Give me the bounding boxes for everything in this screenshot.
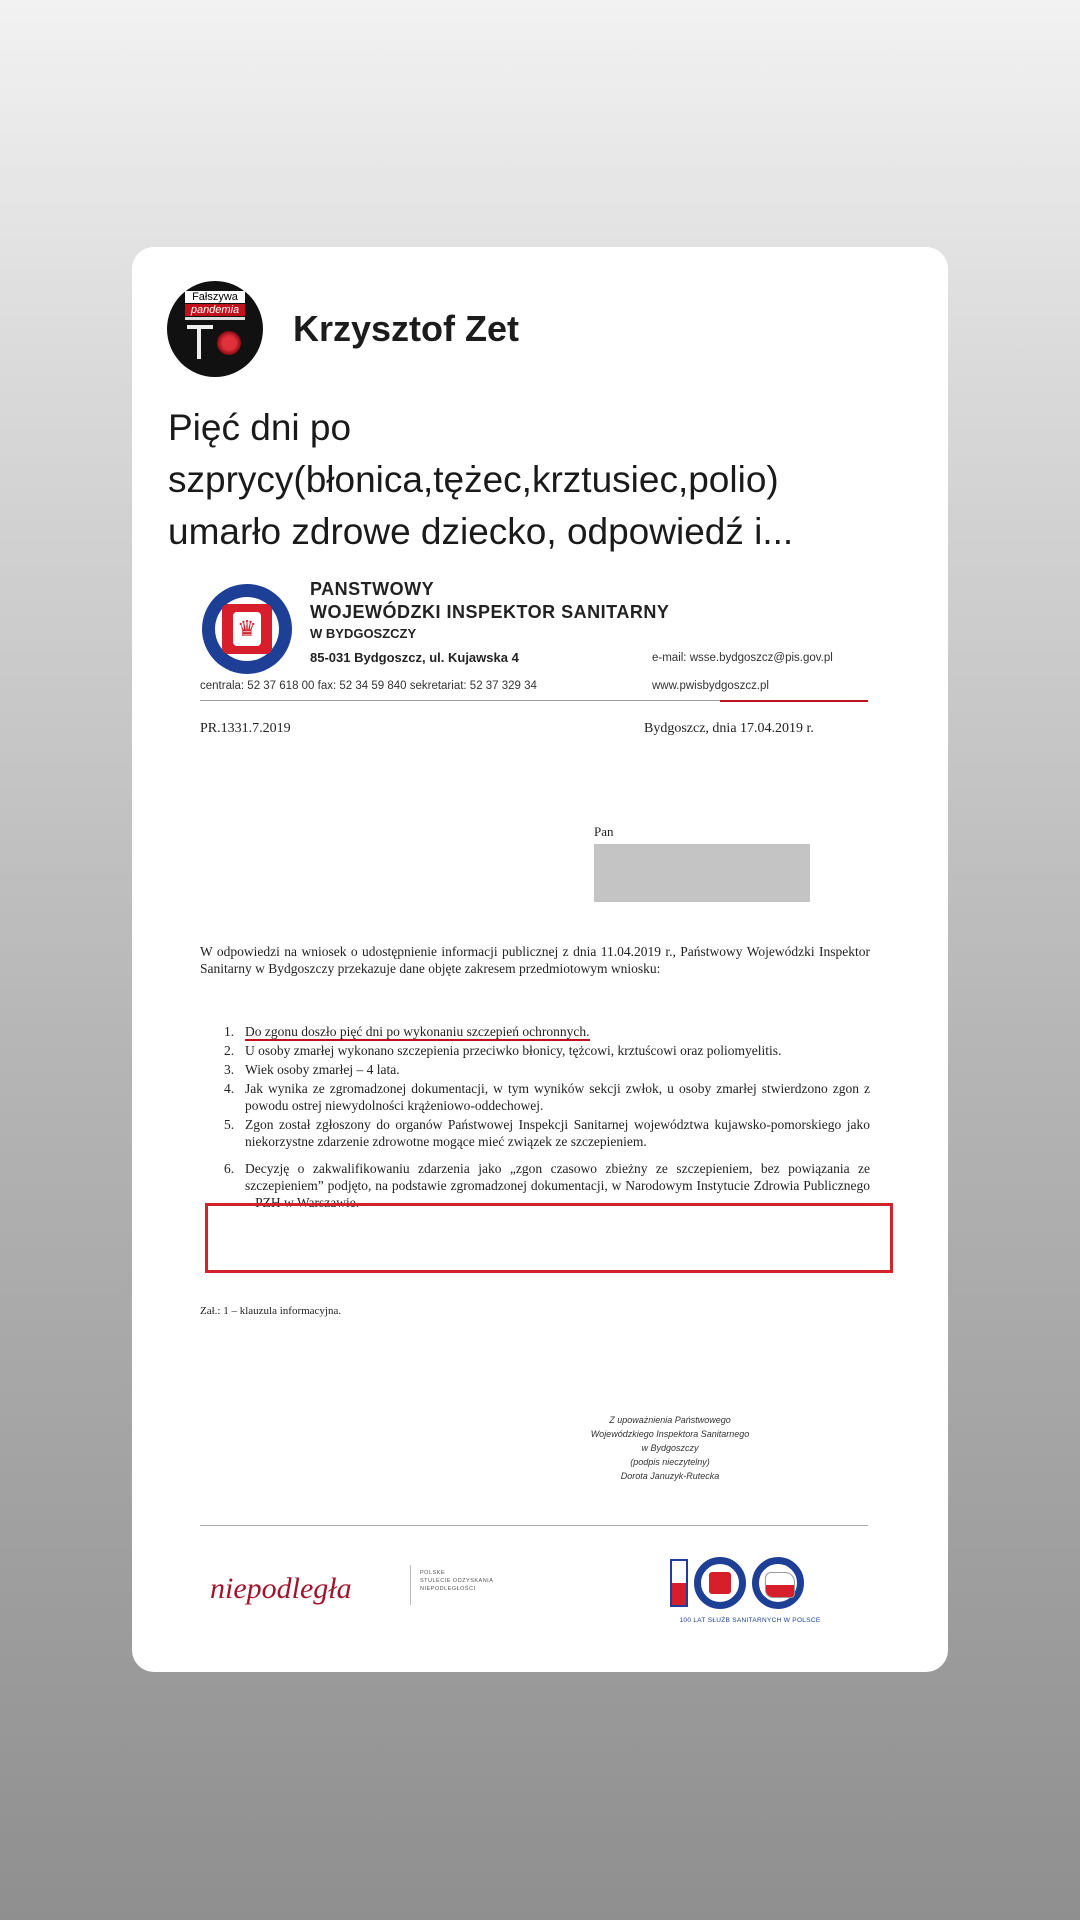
letterhead-line2: WOJEWÓDZKI INSPEKTOR SANITARNY <box>310 602 670 622</box>
list-item <box>200 1061 870 1078</box>
logo-digit-zero-emblem <box>694 1557 746 1609</box>
eagle-icon: ♛ <box>233 612 261 646</box>
niepodlegla-subtext: POLSKE STULECIE ODZYSKANIA NIEPODLEGŁOŚCI <box>420 1570 494 1592</box>
footer-caption: 100 LAT SŁUŻB SANITARNYCH W POLSCE <box>679 1617 821 1624</box>
syringe-icon <box>197 325 201 359</box>
post-text[interactable]: Pięć dni po szprycy(błonica,tężec,krztusiec,polio) umarło zdrowe dziecko, odpowiedź i... <box>168 407 794 552</box>
item-number: 5. <box>224 1117 235 1132</box>
item-number: 1. <box>224 1024 235 1039</box>
signature-line: Z upoważnienia Państwowego <box>609 1415 731 1425</box>
letterhead-line1: PANSTWOWY <box>310 579 435 599</box>
item-text: Zgon został zgłoszony do organów Państwowej Inspekcji Sanitarnej województwa kujawsko-pomorskiego jako niekorzystne zdarzenie zdrowotne mogące mieć związek ze szczepieniem. <box>245 1117 870 1149</box>
letter-place-date: Bydgoszcz, dnia 17.04.2019 r. <box>644 721 814 736</box>
list-item <box>200 1116 870 1150</box>
list-item <box>200 1023 870 1040</box>
letter-attachment: Zał.: 1 – klauzula informacyjna. <box>200 1305 342 1317</box>
emblem-dot <box>709 1572 731 1594</box>
post-card <box>132 247 948 1672</box>
avatar-text-bottom: pandemia <box>185 304 245 316</box>
hundred-years-logo-icon <box>670 1557 830 1609</box>
header-divider-red <box>720 700 868 702</box>
letter-website: www.pwisbydgoszcz.pl <box>652 680 769 692</box>
item-number: 3. <box>224 1062 235 1077</box>
signature-line: (podpis nieczytelny) <box>630 1457 710 1467</box>
avatar-divider <box>185 317 245 320</box>
author-name[interactable]: Krzysztof Zet <box>293 308 520 349</box>
letterhead-line3: W BYDGOSZCZY <box>310 626 417 641</box>
avatar[interactable] <box>167 281 263 377</box>
logo-digit-one <box>670 1559 688 1607</box>
letter-reference: PR.1331.7.2019 <box>200 721 291 736</box>
letter-email: e-mail: wsse.bydgoszcz@pis.gov.pl <box>652 652 833 664</box>
signature-block <box>560 1413 780 1483</box>
letter-items <box>200 1023 870 1213</box>
item-text: Jak wynika ze zgromadzonej dokumentacji, w tym wyników sekcji zwłok, u osoby zmarłej stwierdzono zgon z powodu ostrej niewydolności krążeniowo-oddechowej. <box>245 1081 870 1113</box>
letter-image[interactable] <box>200 577 890 1657</box>
item-number: 4. <box>224 1081 235 1096</box>
letter-contacts: centrala: 52 37 618 00 fax: 52 34 59 840 sekretariat: 52 37 329 34 <box>200 680 537 692</box>
list-item <box>200 1042 870 1059</box>
niepodlegla-logo: niepodległa <box>210 1572 352 1605</box>
pis-logo-icon <box>202 584 292 674</box>
footer-logo-separator <box>410 1565 411 1605</box>
highlight-box <box>205 1203 893 1273</box>
syringe-handle-icon <box>187 325 213 329</box>
avatar-text-top: Fałszywa <box>185 291 245 303</box>
letter-intro: W odpowiedzi na wniosek o udostępnienie informacji publicznej z dnia 11.04.2019 r., Państwowy Wojewódzki Inspektor Sanitarny w Bydgoszczy przekazuje dane objęte zakresem przedmiotowym wniosku: <box>200 944 870 976</box>
signature-line: w Bydgoszczy <box>641 1443 699 1453</box>
item-text: U osoby zmarłej wykonano szczepienia przeciwko błonicy, tężcowi, krztuścowi oraz poliomyelitis. <box>245 1043 782 1058</box>
item-number: 2. <box>224 1043 235 1058</box>
footer-divider <box>200 1525 868 1526</box>
letter-recipient: Pan <box>594 824 614 839</box>
signature-line: Dorota Januzyk-Rutecka <box>620 1471 720 1481</box>
item-text: Wiek osoby zmarłej – 4 lata. <box>245 1062 400 1077</box>
post-header <box>167 285 519 373</box>
signature-line: Wojewódzkiego Inspektora Sanitarnego <box>590 1429 750 1439</box>
poland-map-icon <box>765 1572 795 1598</box>
virus-icon <box>217 331 241 355</box>
letterhead <box>310 579 669 641</box>
item-text: Do zgonu doszło pięć dni po wykonaniu szczepień ochronnych. <box>245 1024 590 1039</box>
list-item <box>200 1080 870 1114</box>
letter-address: 85-031 Bydgoszcz, ul. Kujawska 4 <box>310 650 519 665</box>
item-text: Decyzję o zakwalifikowaniu zdarzenia jako „zgon czasowo zbieżny ze szczepieniem, bez powiązania ze szczepieniem” podjęto, na podstawie zgromadzonej dokumentacji, w Narodowym Instytucie Zdrowia Publicznego – PZH w Warszawie. <box>245 1161 870 1210</box>
item-number: 6. <box>224 1161 235 1176</box>
logo-digit-zero-map <box>752 1557 804 1609</box>
redacted-block <box>594 844 810 902</box>
